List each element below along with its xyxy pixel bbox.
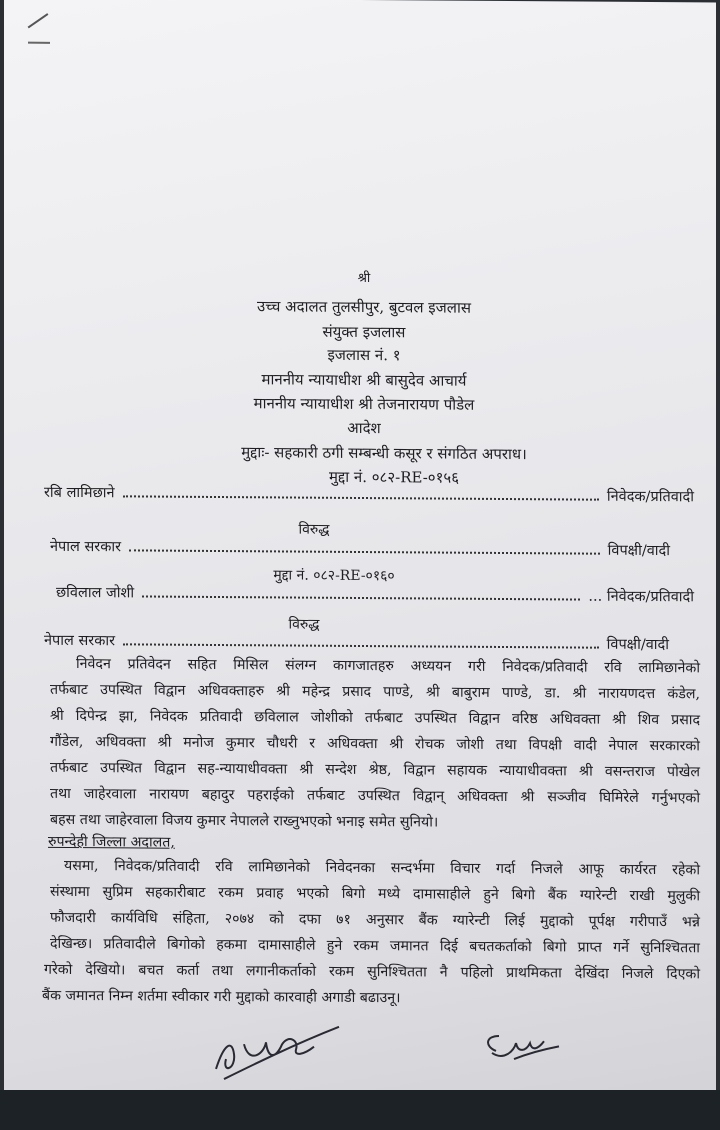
bench-type: संयुक्त इजलास [322,322,406,342]
party-name: छविलाल जोशी [56,584,135,602]
text-line: तर्फबाट उपस्थित विद्वान अधिवक्ताहरु श्री महेन्द्र प्रसाद पाण्डे, श्री बाबुराम पाण्डे, डा. श्री नारायणदत्त कंडेल, [50,681,700,703]
party-name: रबि लामिछाने [44,484,115,502]
text-line: संस्थामा सुप्रिम सहकारीबाट रकम प्रवाह भएको बिगो मध्ये दामासाहीले हुने बिगो बैंक ग्यारेन्टी राखी मुलुकी [50,883,700,905]
versus-label: विरुद्ध [288,616,320,633]
case-number-2: मुद्दा नं. ०८२-RE-०१६० [273,567,395,585]
pen-mark [28,13,49,28]
order-title: आदेश [347,418,381,438]
court-name: उच्च अदालत तुलसीपुर, बुटवल इजलास [257,297,471,317]
case-number-1: मुद्दा नं. ०८२-RE-०१५६ [328,467,459,487]
dotted-line [123,485,599,500]
text-line: निवेदन प्रतिवेदन सहित मिसिल संलग्न कागजातहरु अध्ययन गरी निवेदक/प्रतिवादी रवि लामिछानेको [76,656,700,677]
text-line: यसमा, निवेदक/प्रतिवादी रवि लामिछानेको निवेदनका सन्दर्भमा विचार गर्दा निजले आफू कार्यरत रहेको [64,857,700,879]
text-line: देखिन्छ। प्रतिवादीले बिगोको हकमा दामासाहीले हुने रकम जमानत दिई बचतकर्ताको बिगो प्राप्त गर्ने सुनिश्चितता [50,935,700,957]
signature-judge-2 [474,1021,564,1072]
party-role: विपक्षी/वादी [607,542,670,560]
dotted-line [142,585,580,600]
versus-label: विरुद्ध [298,521,330,538]
dotted-line [123,633,599,648]
party-role: ... निवेदक/प्रतिवादी [588,588,694,606]
signature-judge-1 [204,1014,344,1090]
judge-1: माननीय न्यायाधीश श्री बासुदेव आचार्य [261,370,467,390]
party-row [56,582,694,606]
text-line: बहस तथा जाहेरवाला विजय कुमार नेपालले राख्नुभएको भनाइ समेत सुनियो। [50,811,439,831]
pen-mark [28,42,50,44]
text-line: तथा जाहेरवाला नारायण बहादुर पहराईको तर्फबाट उपस्थित विद्वान् अधिवक्ता श्री सञ्जीव घिमिरेले गर्नुभएको [50,785,700,807]
case-subject: मुद्दाः- सहकारी ठगी सम्बन्धी कसूर र संगठित अपराध। [241,443,527,464]
document-page [4,0,716,1118]
dotted-line [129,539,600,554]
text-line: फौजदारी कार्यविधि संहिता, २०७४ को दफा ७१ अनुसार बैंक ग्यारेन्टी लिई मुद्दाको पूर्पक्ष गरीपाउँ भन्ने [50,909,700,931]
text-line: श्री दिपेन्द्र झा, निवेदक प्रतिवादी छविलाल जोशीको तर्फबाट उपस्थित विद्वान वरिष्ठ अधिवक्ता श्री शिव प्रसाद [50,707,700,729]
text-line: तर्फबाट उपस्थित विद्वान सह-न्यायाधीवक्ता श्री सन्देश श्रेष्ठ, विद्वान सहायक न्यायाधीवक्ता श्री वसन्तराज पोखेल [50,759,700,781]
background-surface [0,1090,720,1130]
party-row [44,630,669,654]
text-line: बैंक जमानत निम्न शर्तमा स्वीकार गरी मुद्दाको कारवाही अगाडी बढाउनू। [42,987,401,1007]
header-shri: श्री [357,270,371,287]
party-name: नेपाल सरकार [44,632,116,650]
party-row [50,536,670,560]
party-name: नेपाल सरकार [50,538,122,556]
bench-number: इजलास नं. १ [327,345,401,365]
text-line: गरेको देखियो। बचत कर्ता तथा लगानीकर्ताको रकम सुनिश्चितता नै पहिलो प्राथमिकता देखिंदा निजले दिएको [44,961,700,983]
party-role: निवेदक/प्रतिवादी [606,488,694,506]
judge-2: माननीय न्यायाधीश श्री तेजनारायण पौडेल [253,394,475,414]
text-line: गौंडेल, अधिवक्ता श्री मनोज कुमार चौधरी र अधिवक्ता श्री रोचक जोशी तथा विपक्षी वादी नेपाल सरकारको [50,733,700,755]
party-role: विपक्षी/वादी [606,636,669,654]
section-heading: रुपन्देही जिल्ला अदालत, [48,833,175,851]
party-row [44,482,694,507]
